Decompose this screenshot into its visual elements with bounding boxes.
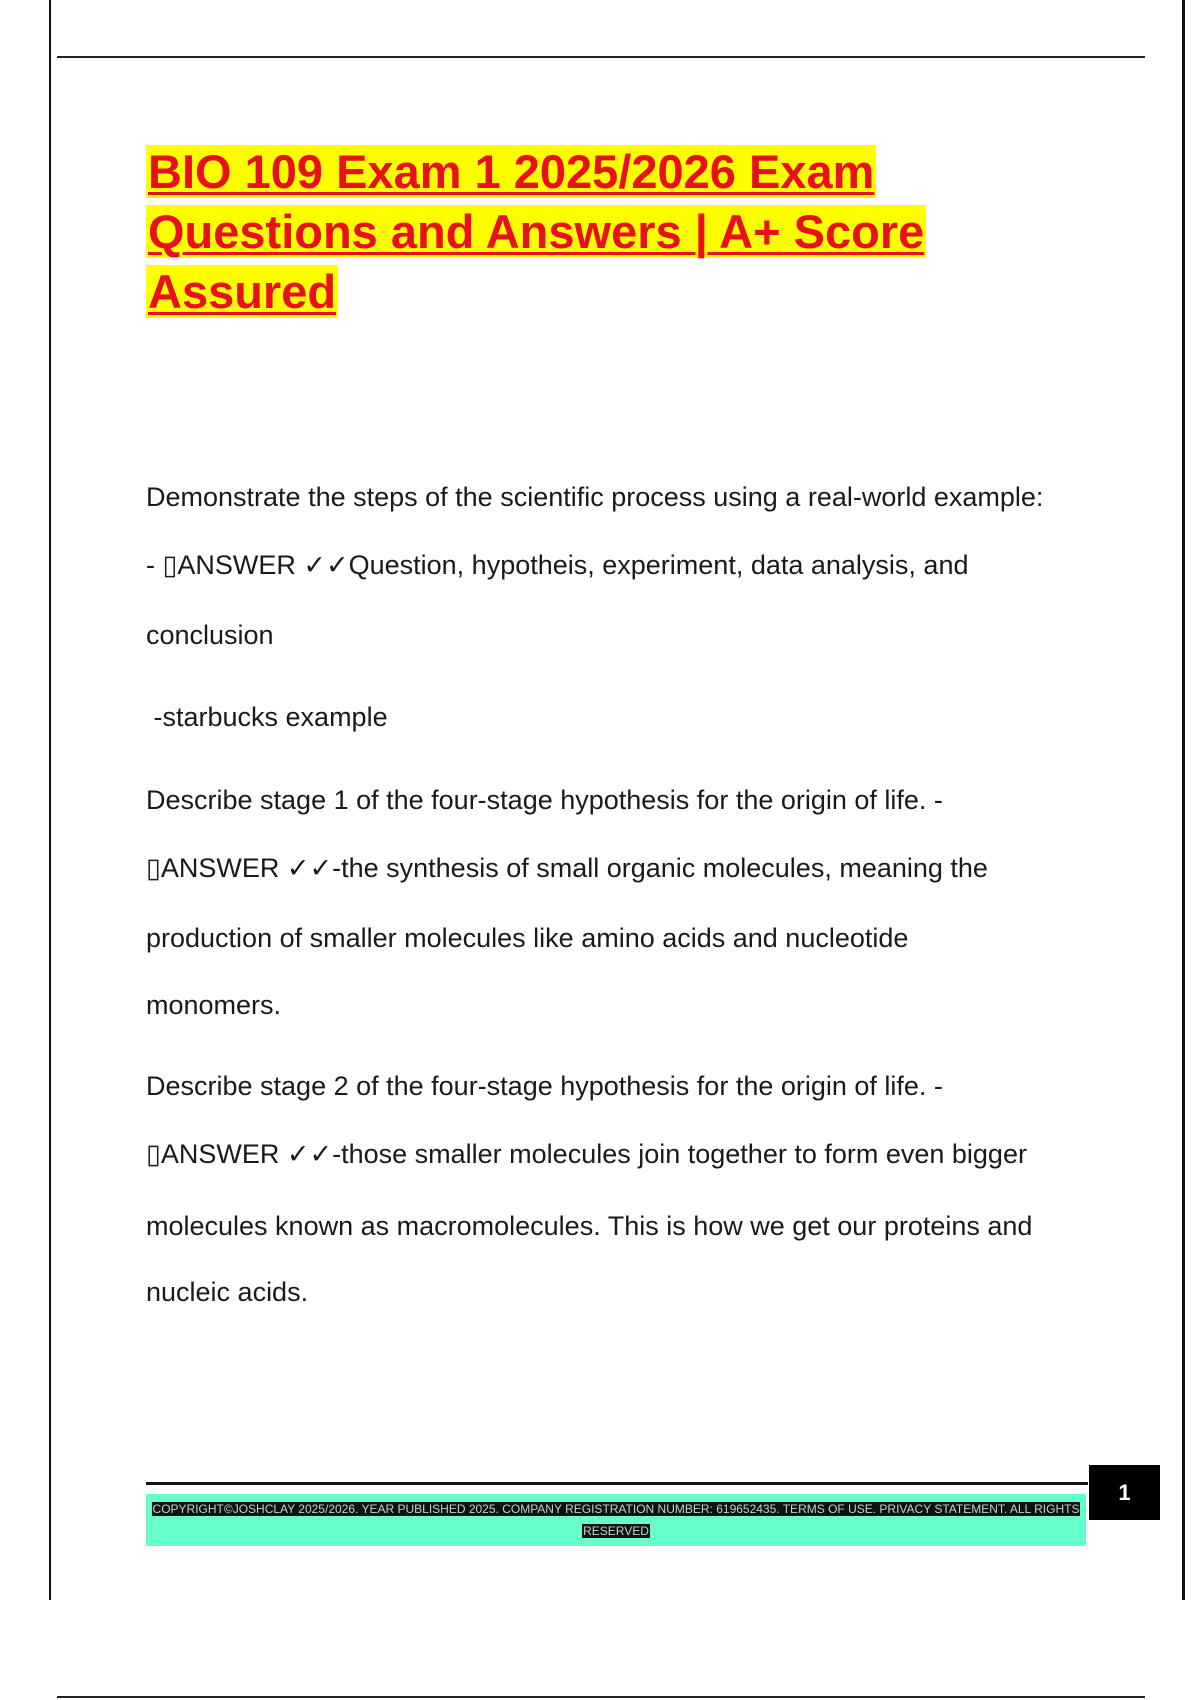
answer-3-line-3: nucleic acids.: [146, 1277, 309, 1307]
answer-2-line-1: ▯ANSWER ✓✓-the synthesis of small organic molecules, meaning the: [146, 853, 988, 883]
answer-1-line-2: conclusion: [146, 620, 274, 650]
answer-1-example: -starbucks example: [146, 702, 388, 732]
answer-1-line-1: - ▯ANSWER ✓✓Question, hypotheis, experiment, data analysis, and: [146, 550, 969, 580]
footer-copyright-text: COPYRIGHT©JOSHCLAY 2025/2026. YEAR PUBLISHED 2025. COMPANY REGISTRATION NUMBER: 619652435. TERMS OF USE. PRIVACY STATEMENT. ALL RIGHTS RESERVED: [152, 1502, 1080, 1538]
page-border-left: [49, 0, 51, 1600]
answer-3-line-1: ▯ANSWER ✓✓-those smaller molecules join together to form even bigger: [146, 1139, 1027, 1169]
page-number-badge: 1: [1089, 1465, 1160, 1520]
footer-rule: [146, 1482, 1088, 1485]
question-1-text: Demonstrate the steps of the scientific process using a real-world example:: [146, 482, 1044, 512]
header-rule: [57, 56, 1145, 58]
document-title: [146, 142, 1046, 322]
answer-3-line-2: molecules known as macromolecules. This is how we get our proteins and: [146, 1211, 1033, 1241]
answer-2-line-2: production of smaller molecules like amino acids and nucleotide: [146, 923, 909, 953]
page-border-right: [1182, 0, 1185, 1600]
question-2-text: Describe stage 1 of the four-stage hypothesis for the origin of life. -: [146, 785, 943, 815]
answer-2-line-3: monomers.: [146, 990, 282, 1020]
footer-copyright-band: [146, 1494, 1086, 1546]
question-3-text: Describe stage 2 of the four-stage hypothesis for the origin of life. -: [146, 1071, 943, 1101]
page-bottom-rule: [57, 1696, 1145, 1698]
document-title-text: BIO 109 Exam 1 2025/2026 Exam Questions and Answers | A+ Score Assured: [148, 145, 925, 318]
